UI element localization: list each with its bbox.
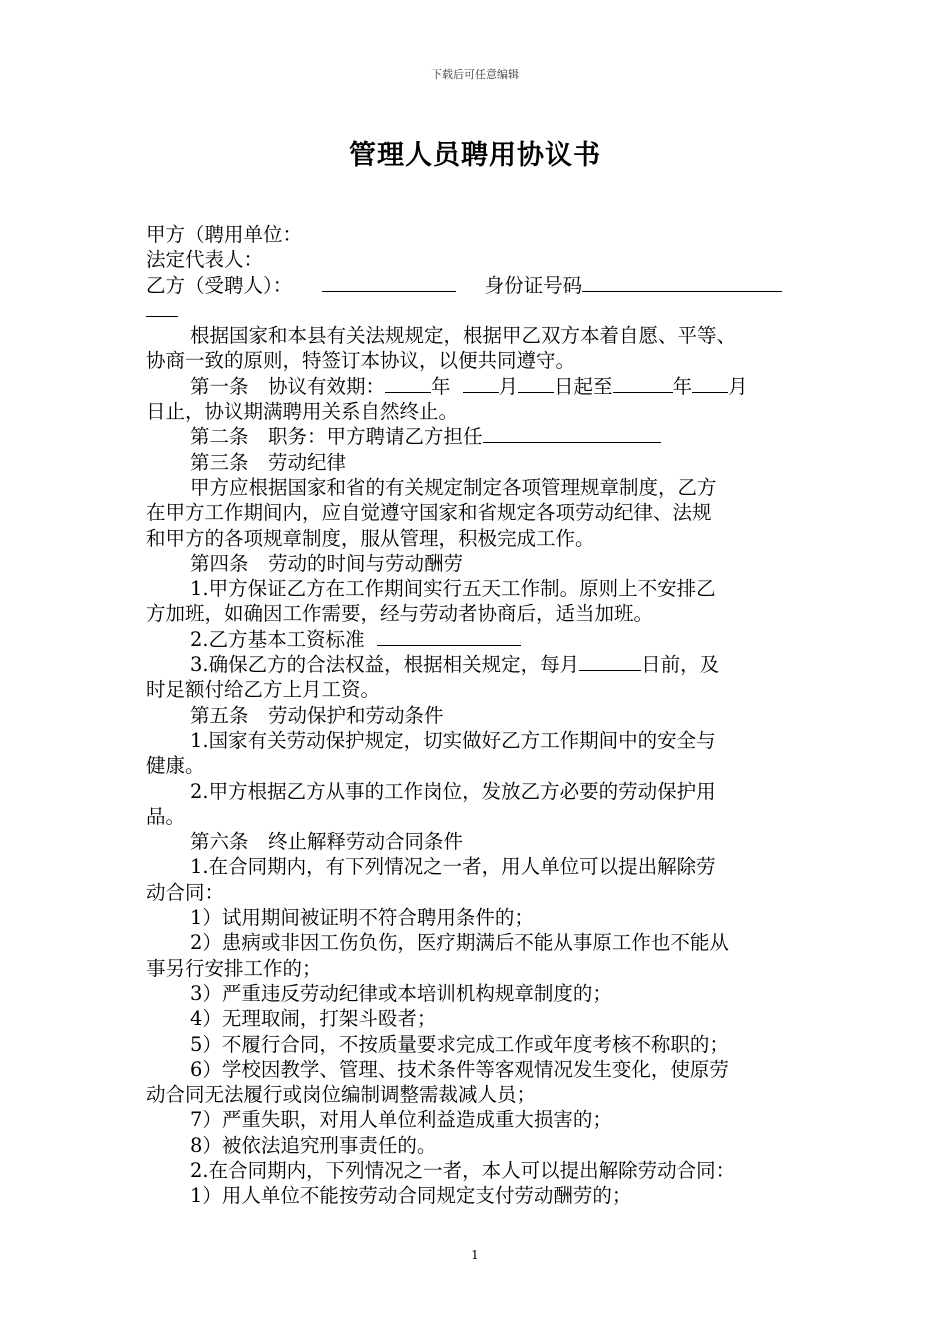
condition-4: 4）无理取闹，打架斗殴者；	[190, 1007, 437, 1031]
article-6-para-2: 2.在合同期内，下列情况之一者，本人可以提出解除劳动合同：	[190, 1158, 736, 1182]
start-month-blank[interactable]	[463, 374, 499, 393]
party-a-line: 甲方（聘用单位：	[146, 223, 303, 246]
header-note: 下载后可任意编辑	[431, 68, 519, 81]
condition-6-line-1: 6）学校因教学、管理、技术条件等客观情况发生变化，使原劳	[190, 1057, 729, 1081]
id-number-blank-cont[interactable]	[146, 298, 178, 317]
article-5-item-2-line-1: 2.甲方根据乙方从事的工作岗位，发放乙方必要的劳动保护用	[190, 779, 716, 803]
party-b-line	[146, 273, 836, 298]
document-title: 管理人员聘用协议书	[349, 140, 601, 171]
id-number-label: 身份证号码	[484, 273, 583, 297]
base-salary-blank[interactable]	[377, 627, 521, 646]
preamble-line-2: 协商一致的原则，特签订本协议，以便共同遵守。	[146, 349, 576, 373]
party-b-label: 乙方（受聘人）：	[146, 273, 293, 297]
day-from-label: 日起至	[554, 374, 613, 398]
year-label-2: 年	[672, 374, 693, 398]
article-4-item-2	[146, 627, 836, 652]
article-6-para-1-line-2: 动合同：	[146, 880, 225, 904]
condition-8: 8）被依法追究刑事责任的。	[190, 1133, 437, 1157]
pay-day-blank[interactable]	[579, 652, 641, 671]
article-6-para-1-line-1: 1.在合同期内，有下列情况之一者，用人单位可以提出解除劳	[190, 855, 716, 879]
position-blank[interactable]	[483, 424, 661, 443]
condition-6-line-2: 动合同无法履行或岗位编制调整需裁减人员；	[146, 1083, 537, 1107]
start-year-blank[interactable]	[385, 374, 431, 393]
article-4-item-3-line-2: 时足额付给乙方上月工资。	[146, 678, 381, 702]
article-4-heading: 第四条 劳动的时间与劳动酬劳	[190, 551, 464, 575]
article-3-line-3: 和甲方的各项规章制度，服从管理，积极完成工作。	[146, 526, 595, 550]
legal-rep-line: 法定代表人：	[146, 248, 264, 272]
id-number-blank-cont-line	[146, 298, 836, 323]
condition-2-line-2: 事另行安排工作的；	[146, 956, 322, 980]
pay-day-tail: 日前，及	[641, 653, 720, 677]
employee-condition-1: 1）用人单位不能按劳动合同规定支付劳动酬劳的；	[190, 1184, 632, 1208]
condition-5: 5）不履行合同，不按质量要求完成工作或年度考核不称职的；	[190, 1032, 729, 1056]
document-body	[146, 222, 836, 1209]
article-2-line	[146, 424, 836, 449]
article-4-item-1-line-1: 1.甲方保证乙方在工作期间实行五天工作制。原则上不安排乙	[190, 577, 716, 601]
article-3-line-1: 甲方应根据国家和省的有关规定制定各项管理规章制度，乙方	[190, 475, 717, 499]
article-5-item-1-line-2: 健康。	[146, 754, 205, 778]
article-4-item-3-line-1	[146, 652, 836, 677]
article-3-line-2: 在甲方工作期间内，应自觉遵守国家和省规定各项劳动纪律、法规	[146, 501, 712, 525]
condition-2-line-1: 2）患病或非因工伤负伤，医疗期满后不能从事原工作也不能从	[190, 931, 729, 955]
article-6-heading: 第六条 终止解释劳动合同条件	[190, 830, 464, 854]
id-number-blank[interactable]	[582, 273, 782, 292]
article-1-heading: 第一条 协议有效期：	[190, 374, 386, 398]
article-3-heading: 第三条 劳动纪律	[190, 450, 347, 474]
year-label: 年	[431, 374, 451, 398]
page-number: 1	[471, 1248, 479, 1262]
start-day-blank[interactable]	[518, 374, 554, 393]
condition-1: 1）试用期间被证明不符合聘用条件的；	[190, 906, 534, 930]
condition-3: 3）严重违反劳动纪律或本培训机构规章制度的；	[190, 981, 612, 1005]
base-salary-label: 2.乙方基本工资标准	[190, 627, 365, 651]
end-month-blank[interactable]	[692, 374, 728, 393]
condition-7: 7）严重失职，对用人单位利益造成重大损害的；	[190, 1108, 612, 1132]
article-5-item-1-line-1: 1.国家有关劳动保护规定，切实做好乙方工作期间中的安全与	[190, 728, 716, 752]
article-4-item-1-line-2: 方加班，如确因工作需要，经与劳动者协商后，适当加班。	[146, 602, 654, 626]
pay-day-label: 3.确保乙方的合法权益，根据相关规定，每月	[190, 653, 580, 677]
party-b-name-blank[interactable]	[322, 273, 456, 292]
article-2-text: 第二条 职务：甲方聘请乙方担任	[190, 425, 483, 449]
month-label: 月	[498, 374, 519, 398]
article-1-line-2: 日止，协议期满聘用关系自然终止。	[146, 400, 459, 424]
article-5-item-2-line-2: 品。	[146, 804, 186, 828]
month-label-2: 月	[728, 374, 748, 398]
article-5-heading: 第五条 劳动保护和劳动条件	[190, 703, 444, 727]
end-year-blank[interactable]	[613, 374, 673, 393]
article-1-line-1	[146, 374, 836, 399]
preamble-line-1: 根据国家和本县有关法规规定，根据甲乙双方本着自愿、平等、	[190, 324, 737, 348]
